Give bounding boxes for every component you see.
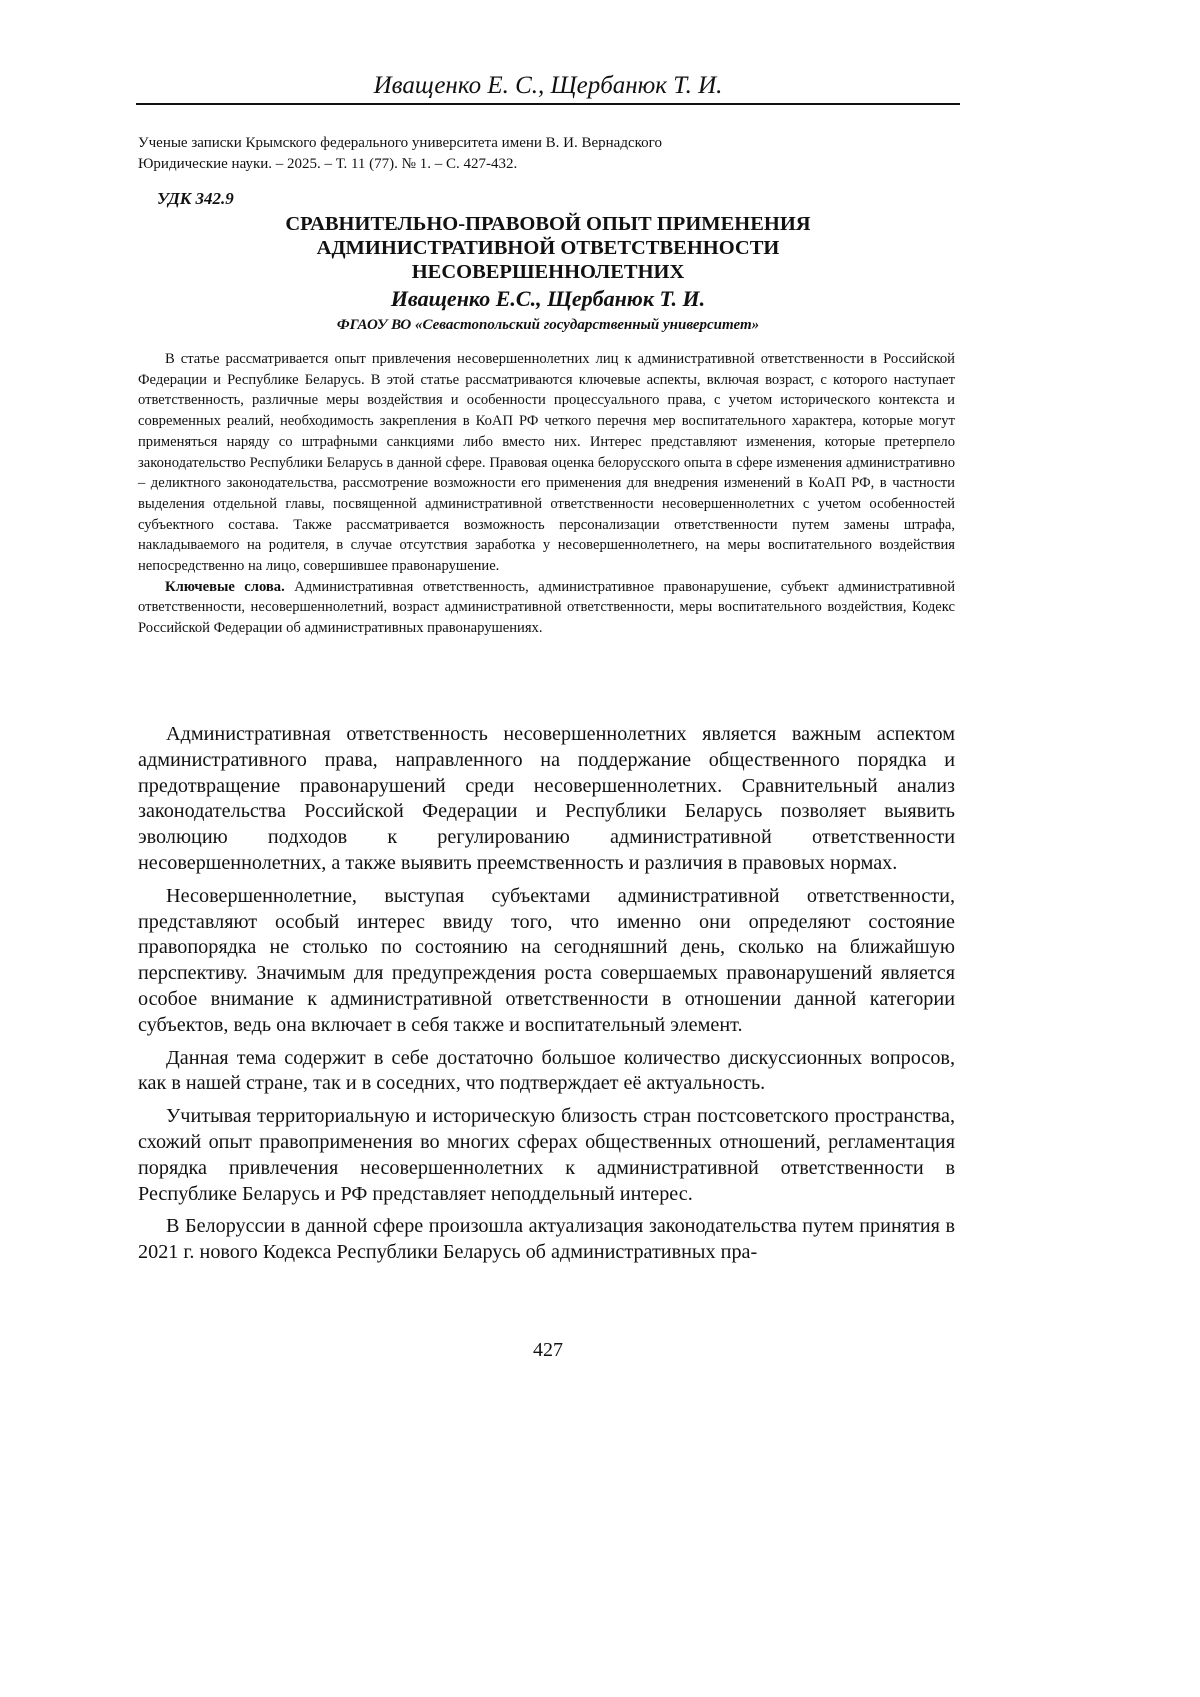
body-paragraph: В Белоруссии в данной сфере произошла актуализация законодательства путем принятия в 2021 г. нового Кодекса Республики Беларусь об административных пра- bbox=[138, 1214, 955, 1266]
body-paragraph: Административная ответственность несовершеннолетних является важным аспектом административного права, направленного на поддержание общественного порядка и предотвращение правонарушений среди несовершеннолетних. Сравнительный анализ законодательства Российской Федерации и Республики Беларусь позволяет выявить эволюцию подходов к регулированию административной ответственности несовершеннолетних, а также выявить преемственность и различия в правовых нормах. bbox=[138, 722, 955, 877]
keywords-label: Ключевые слова. bbox=[165, 579, 285, 595]
journal-reference-line-2: Юридические науки. – 2025. – Т. 11 (77). № 1. – С. 427-432. bbox=[138, 154, 958, 175]
page-number: 427 bbox=[136, 1337, 960, 1363]
article-title-line-1: СРАВНИТЕЛЬНО-ПРАВОВОЙ ОПЫТ ПРИМЕНЕНИЯ bbox=[136, 212, 960, 236]
body-paragraph: Данная тема содержит в себе достаточно большое количество дискуссионных вопросов, как в нашей стране, так и в соседних, что подтверждает её актуальность. bbox=[138, 1046, 955, 1098]
article-body bbox=[138, 722, 955, 1273]
abstract-section bbox=[138, 349, 955, 639]
article-title-line-3: НЕСОВЕРШЕННОЛЕТНИХ bbox=[136, 260, 960, 284]
article-authors: Иващенко Е.С., Щербанюк Т. И. bbox=[136, 284, 960, 314]
keywords bbox=[138, 577, 955, 639]
running-header: Иващенко Е. С., Щербанюк Т. И. bbox=[136, 70, 960, 102]
body-paragraph: Учитывая территориальную и историческую близость стран постсоветского пространства, схожий опыт правоприменения во многих сферах общественных отношений, регламентация порядка привлечения несовершеннолетних к административной ответственности в Республике Беларусь и РФ представляет неподдельный интерес. bbox=[138, 1104, 955, 1207]
abstract-text: В статье рассматривается опыт привлечения несовершеннолетних лиц к административной ответственности в Российской Федерации и Республике Беларусь. В этой статье рассматриваются ключевые аспекты, включая возраст, с которого наступает ответственность, различные меры воздействия и особенности процессуального права, с учетом исторического контекста и современных реалий, необходимость закрепления в КоАП РФ четкого перечня мер воспитательного характера, которые могут применяться наряду со штрафными санкциями либо вместо них. Интерес представляют изменения, которые претерпело законодательство Республики Беларусь в данной сфере. Правовая оценка белорусского опыта в сфере изменения административно – деликтного законодательства, рассмотрение возможности его применения для внедрения изменений в КоАП РФ, в частности выделения отдельной главы, посвященной административной ответственности несовершеннолетних с учетом особенностей субъектного состава. Также рассматривается возможность персонализации ответственности путем замены штрафа, накладываемого на родителя, в случае отсутствия заработка у несовершеннолетнего, на меры воспитательного воздействия непосредственно на лицо, совершившее правонарушение. bbox=[138, 349, 955, 577]
udc-code: УДК 342.9 bbox=[157, 188, 234, 210]
article-title-line-2: АДМИНИСТРАТИВНОЙ ОТВЕТСТВЕННОСТИ bbox=[136, 236, 960, 260]
journal-reference bbox=[138, 133, 958, 175]
body-paragraph: Несовершеннолетние, выступая субъектами административной ответственности, представляют особый интерес ввиду того, что именно они определяют состояние правопорядка не столько по состоянию на сегодняшний день, сколько на ближайшую перспективу. Значимым для предупреждения роста совершаемых правонарушений является особое внимание к административной ответственности в отношении данной категории субъектов, ведь она включает в себя также и воспитательный элемент. bbox=[138, 884, 955, 1039]
journal-reference-line-1: Ученые записки Крымского федерального университета имени В. И. Вернадского bbox=[138, 133, 958, 154]
article-header bbox=[136, 212, 960, 336]
header-divider bbox=[136, 103, 960, 105]
keywords-text: Административная ответственность, административное правонарушение, субъект административной ответственности, несовершеннолетний, возраст административной ответственности, меры воспитательного воздействия, Кодекс Российской Федерации об административных правонарушениях. bbox=[138, 579, 955, 636]
author-affiliation: ФГАОУ ВО «Севастопольский государственный университет» bbox=[136, 314, 960, 336]
